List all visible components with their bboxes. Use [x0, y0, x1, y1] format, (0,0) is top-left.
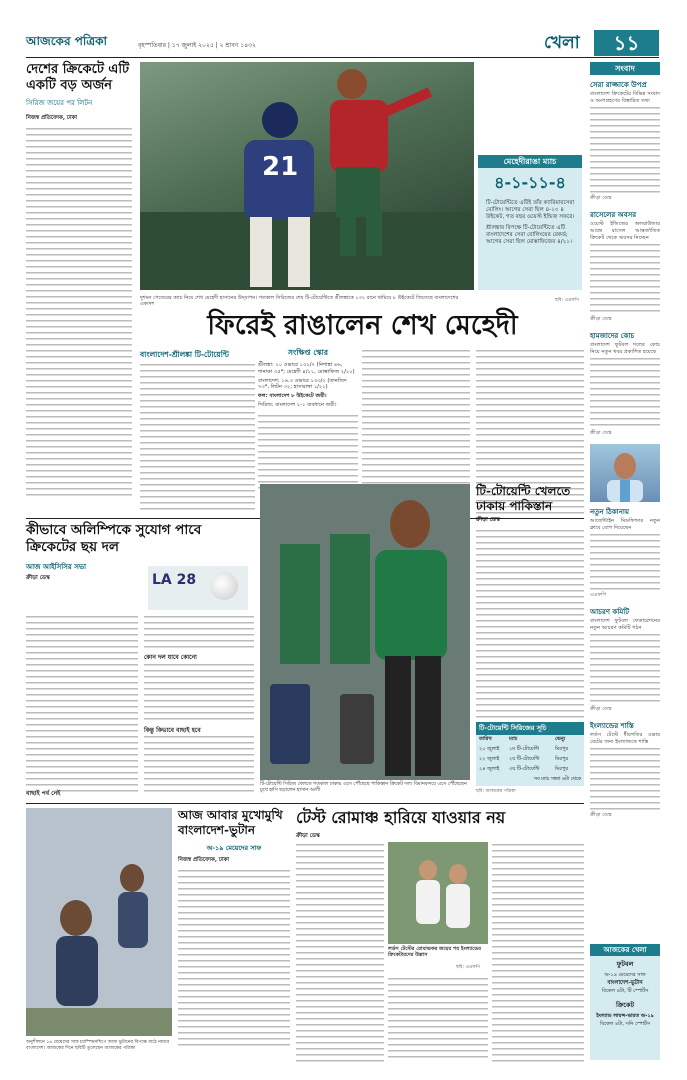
- tv-line-1: বাংলাদেশ-ভুটান: [607, 980, 643, 986]
- date-line: বৃহস্পতিবার | ১৭ জুলাই ২০২৫ | ২ শ্রাবণ ১৪৩২: [138, 42, 256, 49]
- sidebar-item-text: ওয়েস্ট ইন্ডিজের অলরাউন্ডার আন্দ্রে রাসেল আন্তর্জাতিক ক্রিকেট থেকে অবসর নিচ্ছেন: [590, 221, 660, 241]
- celebration-illustration: [388, 842, 488, 944]
- sidebar-item-title: ইংল্যান্ডের শাস্তি: [590, 722, 634, 730]
- schedule-row: [476, 765, 584, 775]
- olympic-body-col-1: [26, 614, 138, 796]
- schedule-title: টি-টোয়েন্টি সিরিজের সূচি: [476, 722, 584, 735]
- players-illustration: [140, 62, 474, 290]
- tv-sport-2: ক্রিকেট: [616, 1001, 634, 1009]
- lead-left-subhead: সিরিজ জয়ের পর লিটন: [26, 99, 93, 107]
- bhutan-caption-text: অনুশীলনে ১৬ মেয়েদের সাফ চ্যাম্পিয়নশিপে আজ ভুটানের বিপক্ষে মাঠে নামবে বাংলাদেশ। আজকের দিনে ছবিটি তুলেছেন আজকের পত্রিকা: [26, 1040, 170, 1051]
- schedule-match: ২য় টি-টোয়েন্টি: [509, 756, 540, 762]
- sidebar-item-text: বাংলাদেশ ক্রিকেটের বিভিন্ন সংবাদ ও অংশগ্রহণের বিস্তারিত তথ্য: [590, 91, 660, 104]
- schedule-match: ১ম টি-টোয়েন্টি: [509, 746, 540, 752]
- pakistan-headline: টি-টোয়েন্টি খেলতে ঢাকায় পাকিস্তান: [476, 484, 571, 513]
- pakistan-photo-caption: [260, 782, 470, 800]
- tv-time-2: বিকেল ৪টা, সনি স্পোর্টস: [599, 1021, 651, 1027]
- lead-left-byline: নিজস্ব প্রতিবেদক, ঢাকা: [26, 115, 78, 121]
- sidebar-item-credit: ক্রীড়া ডেস্ক: [590, 706, 612, 712]
- score-box-body: [258, 413, 358, 493]
- sidebar-item-credit: এএফপি: [590, 592, 607, 598]
- sidebar-item-credit: ক্রীড়া ডেস্ক: [590, 195, 612, 201]
- schedule-row: [476, 755, 584, 765]
- main-story-col-1: [140, 362, 255, 514]
- sidebar-item-body: [590, 105, 660, 195]
- news-sidebar: [590, 62, 660, 940]
- olympic-body-col-2b: [144, 662, 254, 722]
- top-photo-credit: ছবি: এএফপি: [555, 298, 579, 303]
- sidebar-header: সংবাদ: [590, 62, 660, 75]
- test-headline: টেস্ট রোমাঞ্চ হারিয়ে যাওয়ার নয়: [296, 808, 506, 827]
- pakistan-story: [476, 484, 584, 794]
- bhutan-story: [178, 808, 290, 1062]
- team-arrival-illustration: [260, 484, 470, 780]
- schedule-date: ২০ জুলাই: [479, 746, 500, 752]
- pakistan-photo-caption-text: টি-টোয়েন্টি সিরিজ খেলতে গতকাল ঢাকায় এসে পৌঁছেছে পাকিস্তান ক্রিকেট দল। বিমানবন্দরে এসে পৌঁছেছেন মুখে হাসি ছড়ালেন হাসান আলী: [260, 782, 467, 793]
- bhutan-caption: [26, 1040, 172, 1062]
- tv-match-1: অ-১৯ মেয়েদের সাফ: [604, 972, 646, 978]
- test-body-col-1: [296, 842, 384, 1062]
- top-photo-caption-text: দুশমন পেতেরের ক্যাচ নিয়ে শেখ মেহেদী হাসানের উদ্‌যাপন। গতকাল সিরিজের শেষ টি-টোয়েন্টিতে শ্রীলঙ্কাকে ১৩২ রানে থামিয়ে ৮ উইকেটে জিতেছে বাংলাদেশের একাদশ: [140, 295, 459, 307]
- olympic-byline: ক্রীড়া ডেস্ক: [26, 575, 50, 581]
- mehedi-box-point-2: শ্রীলঙ্কার বিপক্ষে টি-টোয়েন্টিতে এটি বাংলাদেশের সেরা বোলিংয়ের রেকর্ড; আগের সেরা ছিল মোস্তাফিজের ৪/২১।: [486, 224, 572, 246]
- bhutan-body: [178, 868, 290, 1048]
- sidebar-item-credit: ক্রীড়া ডেস্ক: [590, 812, 612, 818]
- lead-left-story: [26, 62, 132, 516]
- sidebar-item-body: [590, 242, 660, 316]
- schedule-header-venue: ভেন্যু: [555, 736, 566, 742]
- olympic-story: [26, 522, 254, 798]
- schedule-match: ৩য় টি-টোয়েন্টি: [509, 766, 540, 772]
- sidebar-item-title: সেরা রাজ্জাকে উপপ্র: [590, 81, 647, 89]
- test-photo-credit: ছবি: এএফপি: [456, 965, 480, 970]
- test-body-col-3: [492, 842, 584, 1062]
- olympic-headline: কীভাবে অলিম্পিকে সুযোগ পাবে ক্রিকেটের ছয় দল: [26, 522, 202, 555]
- schedule-note: সব ম্যাচ সন্ধ্যা ৬টা থেকে: [533, 777, 581, 782]
- mehedi-box-point-1: টি-টোয়েন্টিতে এটিই তাঁর ক্যারিয়ারসেরা বোলিং। আগের সেরা ছিল ৪-১০ ৪ উইকেট, গত বছর ওয়েস্ট ইন্ডিজ সফরে।: [486, 200, 575, 221]
- schedule-row: [476, 745, 584, 755]
- olympic-body-col-2: [144, 614, 254, 650]
- top-photo-caption: [140, 295, 474, 305]
- schedule-header-date: তারিখ: [479, 736, 492, 742]
- tv-line-2: ইংল্যান্ড লায়ন্স-ভারত অ-১৯: [596, 1013, 654, 1019]
- sidebar-item-credit: ক্রীড়া ডেস্ক: [590, 316, 612, 322]
- sidebar-item-title: হামজাদের কোচ: [590, 332, 635, 340]
- test-byline: ক্রীড়া ডেস্ক: [296, 833, 320, 839]
- test-photo: [388, 842, 488, 944]
- sidebar-item: [590, 506, 660, 600]
- pakistan-body: [476, 528, 584, 718]
- sidebar-item-body: [590, 532, 660, 592]
- tv-sport-1: ফুটবল: [616, 960, 634, 968]
- match-tag: বাংলাদেশ-শ্রীলঙ্কা টি-টোয়েন্টি: [140, 350, 229, 359]
- test-photo-caption: লর্ডস টেস্টের রোমাঞ্চকর জয়ের পর ইংল্যান্ডের ক্রিকেটারদের উল্লাস: [388, 946, 481, 959]
- sidebar-item-title: রাসেলের অবসর: [590, 211, 637, 219]
- schedule-venue: মিরপুর: [555, 766, 569, 772]
- pakistan-byline: ক্রীড়া ডেস্ক: [476, 517, 500, 523]
- la28-logo-text: LA 28: [152, 572, 197, 588]
- sidebar-item-body: [590, 632, 660, 706]
- score-box-title: সংক্ষিপ্ত স্কোর: [288, 348, 328, 357]
- masthead: [26, 30, 659, 56]
- test-body-col-2: [388, 976, 488, 1062]
- mehedi-box-title: মেহেদীরাঙা ম্যাচ: [478, 155, 582, 168]
- schedule-date: ২২ জুলাই: [479, 756, 500, 762]
- sidebar-item-text: বাংলাদেশ ফুটবল ফেডারেশনের নতুন আচরণ কমিটি গঠন: [590, 618, 660, 631]
- bhutan-photo: [26, 808, 172, 1036]
- schedule-date: ২৪ জুলাই: [479, 766, 500, 772]
- schedule-venue: মিরপুর: [555, 746, 569, 752]
- sidebar-item: [590, 209, 660, 324]
- masthead-rule: [26, 57, 659, 58]
- todays-games-box: [590, 944, 660, 1060]
- player-illustration: [590, 444, 660, 502]
- mehedi-box-figures: ৪-১-১১-৪: [494, 173, 566, 192]
- olympic-subhead-2: কিন্তু কিভাবে বাছাই হবে: [144, 727, 201, 734]
- section-name: খেলা: [544, 33, 580, 53]
- players-training-illustration: [26, 808, 172, 1036]
- score-line-2: বাংলাদেশ: ১৬.৩ ওভারে ১৩৩/২ (তানজিদ ৭৩*, লিটন ৩২; হাসারাঙ্গা ১/২১): [258, 377, 347, 391]
- sidebar-item-text: বাংলাদেশ ফুটবল দলের কোচ নিয়ে নতুন খবর প্রকাশিত হয়েছে: [590, 342, 660, 355]
- sidebar-item-text: লর্ডস টেস্টে ধীরগতির ওভার রেটের জন্য ইংল্যান্ডকে শাস্তি: [590, 732, 660, 745]
- olympic-subhead-3: বাছাই পর্ব নেই: [26, 790, 61, 797]
- score-line-4: সিরিজ: বাংলাদেশ ২-১ ব্যবধানে জয়ী।: [258, 401, 337, 408]
- sidebar-item-title: আচরণ কমিটি: [590, 608, 630, 616]
- bhutan-tag: অ-১৯ মেয়েদের সাফ: [206, 844, 262, 852]
- schedule-header-row: [476, 735, 584, 745]
- la28-logo: [148, 566, 248, 610]
- player-photo: [590, 444, 660, 502]
- olympic-tag: আজ আইসিসির সভা: [26, 563, 87, 571]
- sidebar-item-credit: ক্রীড়া ডেস্ক: [590, 430, 612, 436]
- lead-left-body: [26, 126, 132, 498]
- olympic-subhead-1: কোন দল যাবে কোনো: [144, 654, 197, 661]
- bhutan-headline: আজ আবার মুখোমুখি বাংলাদেশ-ভুটান: [178, 808, 283, 837]
- lead-left-headline: দেশের ক্রিকেটে এটি একটি বড় অর্জন: [26, 62, 130, 93]
- sidebar-item-title: নতুন ঠিকানায়: [590, 508, 630, 516]
- tv-time-1: বিকেল ৪টা, টি স্পোর্টস: [601, 988, 649, 994]
- bhutan-byline: নিজস্ব প্রতিবেদক, ঢাকা: [178, 857, 230, 863]
- schedule-box: [476, 722, 584, 786]
- sidebar-item-body: [590, 356, 660, 430]
- jersey-number: 21: [262, 152, 299, 182]
- section-rule-2: [26, 803, 584, 804]
- pakistan-photo: [260, 484, 470, 780]
- schedule-venue: মিরপুর: [555, 756, 569, 762]
- sidebar-item: [590, 720, 660, 820]
- sidebar-item-text: আর্জেন্টাইন মিডফিল্ডার নতুন ক্লাবে যোগ দিয়েছেন: [590, 518, 660, 531]
- sidebar-item: [590, 606, 660, 714]
- olympic-body-col-2c: [144, 734, 254, 796]
- sidebar-item: [590, 330, 660, 438]
- paper-name: আজকের পত্রিকা: [26, 34, 107, 48]
- pakistan-photo-credit: ছবি: আজকের পত্রিকা: [476, 789, 516, 794]
- page-number: ১১: [594, 30, 659, 56]
- score-line-1: শ্রীলঙ্কা: ২০ ওভারে ১৩২/৭ (নিশাঙ্কা ৪৬, শানাকা ৩৫*; মেহেদী ৪/১১, মোস্তাফিজ ২/২০): [258, 362, 355, 375]
- mehedi-stats-box: [478, 155, 582, 290]
- top-photo: [140, 62, 474, 290]
- test-story: [296, 808, 584, 1062]
- todays-games-header: আজকের খেলা: [590, 944, 660, 956]
- sidebar-item-body: [590, 746, 660, 812]
- schedule-header-match: ম্যাচ: [509, 736, 518, 742]
- main-headline: ফিরেই রাঙালেন শেখ মেহেদী: [207, 310, 518, 341]
- cricket-ball-icon: [210, 572, 238, 600]
- score-line-3: ফল: বাংলাদেশ ৮ উইকেটে জয়ী।: [258, 393, 327, 400]
- sidebar-item: [590, 79, 660, 203]
